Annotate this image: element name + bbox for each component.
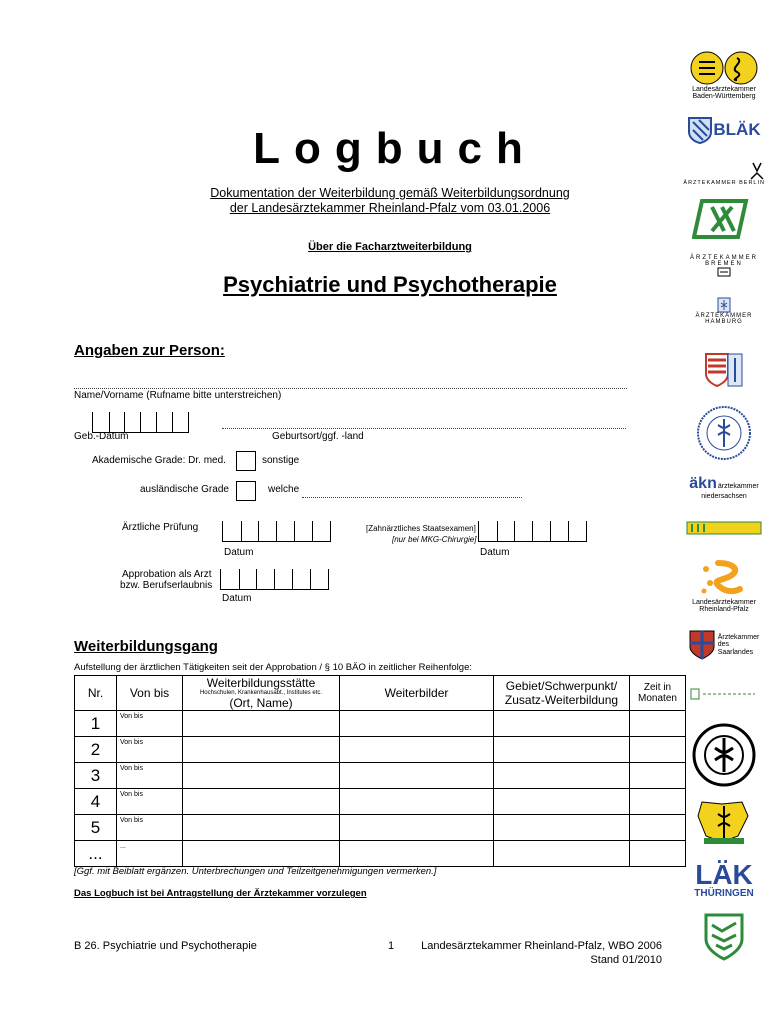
- row-trainer[interactable]: [340, 763, 494, 789]
- row-number: 3: [75, 763, 117, 789]
- col-trainer-header: Weiterbilder: [340, 676, 494, 711]
- logo-sachsen: [683, 684, 765, 704]
- row-time[interactable]: [630, 711, 686, 737]
- logo-rheinland-pfalz: [683, 552, 765, 618]
- row-vonbis[interactable]: Von bis: [117, 763, 183, 789]
- schleswig-holstein-map-icon: [696, 798, 752, 846]
- logo-aekn-mark: äkn: [689, 474, 717, 492]
- table-note: [Ggf. mit Beiblatt ergänzen. Unterbrechungen und Teilzeitgenehmigungen vermerken.]: [74, 866, 437, 877]
- training-heading: Weiterbildungsgang: [74, 638, 218, 655]
- row-place[interactable]: [183, 737, 340, 763]
- row-area[interactable]: [494, 711, 630, 737]
- row-time[interactable]: [630, 737, 686, 763]
- page-title: Logbuch: [253, 124, 537, 173]
- logo-sachsen-anhalt: [683, 722, 765, 788]
- row-trainer[interactable]: [340, 841, 494, 867]
- brandenburg-emblem-icon: [692, 197, 756, 241]
- logo-saarland: [683, 626, 765, 664]
- logo-hamburg-line-2: HAMBURG: [705, 319, 743, 325]
- row-trainer[interactable]: [340, 815, 494, 841]
- col-time-header: [630, 676, 686, 711]
- approbation-label-2: bzw. Berufserlaubnis: [120, 580, 213, 591]
- row-time[interactable]: [630, 763, 686, 789]
- logo-bremen-text: ÄRZTEKAMMER BREMEN: [689, 254, 758, 267]
- specialty-title: Psychiatrie und Psychotherapie: [223, 272, 557, 297]
- col-area-line-1: Gebiet/Schwerpunkt/: [505, 679, 618, 693]
- dental-exam-note: [nur bei MKG-Chirurgie]: [392, 535, 477, 544]
- row-trainer[interactable]: [340, 737, 494, 763]
- col-place-sub: (Ort, Name): [229, 696, 293, 710]
- row-time[interactable]: [630, 841, 686, 867]
- logo-rlp-line-1: Landesärztekammer: [692, 598, 756, 606]
- row-time[interactable]: [630, 815, 686, 841]
- logo-bremen: [683, 252, 765, 280]
- sachsen-emblem-icon: [689, 687, 759, 701]
- exam-label: Ärztliche Prüfung: [122, 522, 199, 533]
- row-area[interactable]: [494, 737, 630, 763]
- which-line[interactable]: [302, 497, 522, 498]
- col-place-header: [183, 676, 340, 711]
- row-place[interactable]: [183, 789, 340, 815]
- col-time-line-2: Monaten: [638, 693, 677, 704]
- name-line[interactable]: [74, 388, 627, 389]
- subtitle-line-1: Dokumentation der Weiterbildung gemäß Weiterbildungsordnung: [210, 186, 570, 200]
- footer-page-number: 1: [388, 940, 395, 952]
- logo-hessen: [683, 348, 765, 392]
- logo-nordrhein: [683, 514, 765, 542]
- row-number: 2: [75, 737, 117, 763]
- foreign-degree-checkbox[interactable]: [236, 481, 256, 501]
- birth-date-label: Geb.-Datum: [74, 431, 129, 442]
- row-vonbis[interactable]: Von bis: [117, 737, 183, 763]
- subtitle-line-2: der Landesärztekammer Rheinland-Pfalz vom 03.01.2006: [229, 201, 551, 215]
- logo-berlin: [683, 158, 765, 190]
- logo-berlin-text: ÄRZTEKAMMER BERLIN: [683, 180, 765, 187]
- logo-mecklenburg-vorpommern: [683, 404, 765, 462]
- row-place[interactable]: [183, 711, 340, 737]
- logo-hamburg: [683, 290, 765, 332]
- logo-blaek-text: BLÄK: [713, 120, 761, 140]
- col-place-hint: Hochschulen, Krankenhausabt., Institutes etc.: [199, 690, 323, 696]
- row-place[interactable]: [183, 815, 340, 841]
- dental-exam-label: [Zahnärztliches Staatsexamen]: [366, 524, 476, 533]
- logo-thueringen: [683, 856, 765, 904]
- row-number: 4: [75, 789, 117, 815]
- submit-note: Das Logbuch ist bei Antragstellung der Ärztekammer vorzulegen: [74, 888, 367, 899]
- col-nr-header: Nr.: [75, 676, 117, 711]
- row-vonbis[interactable]: Von bis: [117, 815, 183, 841]
- logo-westfalen-lippe: [683, 912, 765, 962]
- foreign-degree-label: ausländische Grade: [140, 484, 229, 495]
- which-label: welche: [268, 484, 300, 495]
- row-number: ...: [75, 841, 117, 867]
- logo-thueringen-text: THÜRINGEN: [694, 887, 754, 899]
- logo-baden-wuerttemberg: [683, 44, 765, 106]
- row-vonbis[interactable]: Von bis: [117, 711, 183, 737]
- col-area-header: [494, 676, 630, 711]
- specialty-label: Über die Facharztweiterbildung: [308, 241, 472, 253]
- bremen-key-icon: [717, 267, 731, 277]
- row-number: 5: [75, 815, 117, 841]
- footer-right-line-2: Stand 01/2010: [590, 954, 662, 966]
- logo-bw-line-2: Baden-Württemberg: [692, 93, 756, 100]
- row-trainer[interactable]: [340, 711, 494, 737]
- table-header-row: [75, 676, 686, 711]
- dental-exam-date-label: Datum: [480, 547, 510, 558]
- logo-saar-line-3: Saarlandes: [717, 648, 754, 656]
- table-row[interactable]: [75, 789, 686, 815]
- logo-bw-line-1: Landesärztekammer: [692, 85, 756, 93]
- berlin-emblem-icon: [749, 161, 765, 181]
- row-time[interactable]: [630, 789, 686, 815]
- dr-med-checkbox[interactable]: [236, 451, 256, 471]
- approbation-label-1: Approbation als Arzt: [122, 569, 212, 580]
- logo-laek-text: LÄK: [695, 858, 753, 890]
- logo-niedersachsen: [683, 470, 765, 506]
- table-row[interactable]: [75, 737, 686, 763]
- academic-degree-label: Akademische Grade: Dr. med.: [92, 455, 226, 466]
- person-heading: Angaben zur Person:: [74, 342, 225, 359]
- row-place[interactable]: [183, 763, 340, 789]
- row-area[interactable]: [494, 763, 630, 789]
- training-intro: Aufstellung der ärztlichen Tätigkeiten seit der Approbation / § 10 BÄO in zeitlicher Reihenfolge:: [74, 662, 473, 673]
- approbation-date-label: Datum: [222, 593, 252, 604]
- logo-hamburg-line-1: ÄRZTEKAMMER: [695, 312, 753, 319]
- lion-shield-icon: [689, 50, 759, 86]
- table-row[interactable]: [75, 841, 686, 867]
- footer-right-line-1: Landesärztekammer Rheinland-Pfalz, WBO 2006: [421, 940, 662, 952]
- col-time-line-1: Zeit in: [643, 682, 672, 693]
- sachsen-anhalt-seal-icon: [691, 722, 757, 788]
- nordrhein-banner-icon: [686, 520, 762, 536]
- logo-rlp-line-2: Rheinland-Pfalz: [699, 606, 749, 613]
- logo-aekn-word: ärztekammer: [717, 482, 759, 490]
- exam-date-label: Datum: [224, 547, 254, 558]
- footer-left: B 26. Psychiatrie und Psychotherapie: [74, 940, 257, 952]
- row-trainer[interactable]: [340, 789, 494, 815]
- row-place[interactable]: [183, 841, 340, 867]
- bavaria-shield-icon: [687, 116, 713, 144]
- westfalen-shield-icon: [704, 913, 744, 961]
- table-row[interactable]: [75, 815, 686, 841]
- logo-saar-line-1: Ärztekammer: [717, 633, 760, 641]
- birth-place-line[interactable]: [222, 428, 626, 429]
- training-table: [74, 675, 686, 867]
- table-row[interactable]: [75, 711, 686, 737]
- row-area[interactable]: [494, 815, 630, 841]
- logo-brandenburg: [683, 196, 765, 242]
- logo-aekn-region: niedersachsen: [701, 492, 747, 500]
- name-label: Name/Vorname (Rufname bitte unterstreichen): [74, 390, 282, 401]
- table-row[interactable]: [75, 763, 686, 789]
- row-vonbis[interactable]: Von bis: [117, 789, 183, 815]
- seal-icon: [696, 405, 752, 461]
- col-place-title: Weiterbildungsstätte: [206, 676, 316, 690]
- row-area[interactable]: [494, 789, 630, 815]
- row-vonbis[interactable]: ...: [117, 841, 183, 867]
- hessen-shield-icon: [702, 350, 746, 390]
- caduceus-icon: [717, 297, 731, 313]
- row-area[interactable]: [494, 841, 630, 867]
- logo-saar-line-2: des: [717, 641, 729, 649]
- col-area-line-2: Zusatz-Weiterbildung: [504, 693, 619, 707]
- other-degree-label: sonstige: [262, 455, 300, 466]
- rlp-emblem-icon: [700, 557, 748, 599]
- col-vonbis-header: Von bis: [117, 676, 183, 711]
- saarland-shield-icon: [689, 630, 715, 660]
- row-number: 1: [75, 711, 117, 737]
- logo-schleswig-holstein: [683, 796, 765, 848]
- logo-blaek: [683, 112, 765, 148]
- birth-place-label: Geburtsort/ggf. -land: [272, 431, 364, 442]
